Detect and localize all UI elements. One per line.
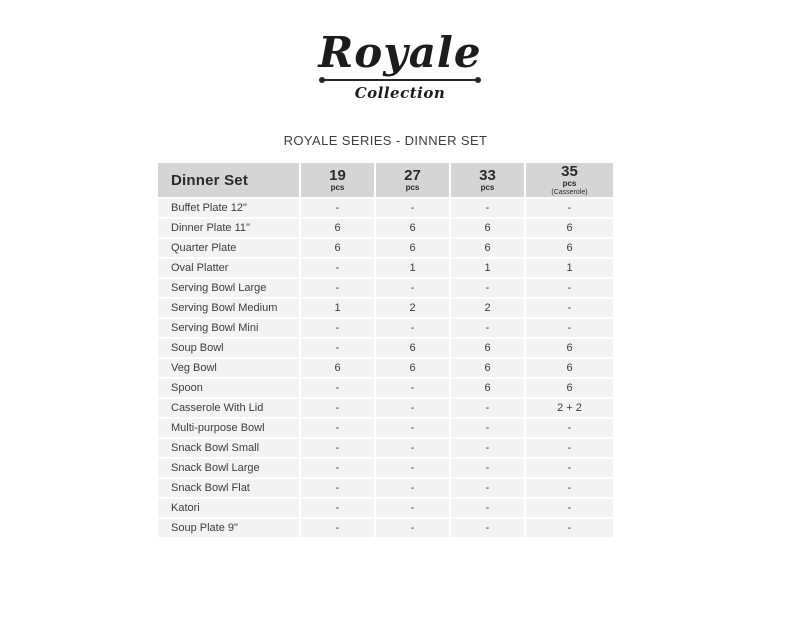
value-cell: - — [301, 399, 374, 417]
table-row — [158, 299, 613, 317]
value-cell: - — [376, 419, 449, 437]
table-row — [158, 339, 613, 357]
table-row — [158, 399, 613, 417]
value-cell: - — [451, 439, 524, 457]
row-label-cell: Serving Bowl Mini — [158, 319, 299, 337]
value-cell: 6 — [451, 379, 524, 397]
brand-logo — [0, 30, 800, 102]
value-cell: 6 — [526, 219, 613, 237]
header-count: 35 — [561, 163, 578, 180]
header-count-cell — [451, 163, 524, 197]
row-label-cell: Spoon — [158, 379, 299, 397]
value-cell: - — [376, 379, 449, 397]
value-cell: 6 — [526, 339, 613, 357]
value-cell: - — [451, 199, 524, 217]
row-label-cell: Serving Bowl Medium — [158, 299, 299, 317]
brand-name: Royale — [318, 28, 482, 77]
brand-subtitle: Collection — [354, 84, 446, 103]
row-label-cell: Snack Bowl Flat — [158, 479, 299, 497]
value-cell: - — [451, 499, 524, 517]
value-cell: - — [301, 419, 374, 437]
header-label-cell: Dinner Set — [158, 163, 299, 197]
table-row — [158, 459, 613, 477]
value-cell: 1 — [526, 259, 613, 277]
value-cell: 6 — [526, 239, 613, 257]
value-cell: - — [526, 499, 613, 517]
row-label-cell: Veg Bowl — [158, 359, 299, 377]
row-label-cell: Casserole With Lid — [158, 399, 299, 417]
header-count: 33 — [479, 166, 496, 184]
value-cell: 1 — [451, 259, 524, 277]
value-cell: 6 — [376, 339, 449, 357]
series-heading: ROYALE SERIES - DINNER SET — [283, 133, 488, 148]
table-row — [158, 379, 613, 397]
value-cell: - — [301, 439, 374, 457]
value-cell: 6 — [301, 239, 374, 257]
value-cell: - — [301, 279, 374, 297]
value-cell: 2 — [451, 299, 524, 317]
value-cell: - — [526, 199, 613, 217]
table-row — [158, 239, 613, 257]
value-cell: 2 + 2 — [526, 399, 613, 417]
row-label-cell: Dinner Plate 11" — [158, 219, 299, 237]
value-cell: - — [376, 319, 449, 337]
value-cell: - — [301, 259, 374, 277]
value-cell: - — [301, 379, 374, 397]
header-count-cell — [301, 163, 374, 197]
table-row — [158, 419, 613, 437]
value-cell: - — [376, 279, 449, 297]
value-cell: - — [526, 299, 613, 317]
value-cell: - — [376, 199, 449, 217]
value-cell: 6 — [451, 359, 524, 377]
value-cell: 2 — [376, 299, 449, 317]
dinner-set-table — [158, 163, 613, 537]
table-header-row — [158, 163, 613, 197]
value-cell: - — [301, 499, 374, 517]
value-cell: 1 — [376, 259, 449, 277]
header-unit: pcs — [562, 179, 577, 188]
value-cell: - — [301, 459, 374, 477]
value-cell: 6 — [451, 219, 524, 237]
value-cell: - — [376, 479, 449, 497]
value-cell: - — [451, 459, 524, 477]
table-row — [158, 359, 613, 377]
value-cell: 6 — [526, 379, 613, 397]
value-cell: - — [451, 279, 524, 297]
header-count: 19 — [329, 166, 346, 184]
value-cell: - — [376, 459, 449, 477]
row-label-cell: Soup Plate 9" — [158, 519, 299, 537]
value-cell: - — [301, 479, 374, 497]
table-row — [158, 439, 613, 457]
header-note: (Casserole) — [551, 189, 588, 196]
header-count-cell — [376, 163, 449, 197]
row-label-cell: Snack Bowl Small — [158, 439, 299, 457]
value-cell: - — [301, 319, 374, 337]
value-cell: 6 — [451, 239, 524, 257]
value-cell: - — [301, 339, 374, 357]
value-cell: - — [526, 479, 613, 497]
row-label-cell: Snack Bowl Large — [158, 459, 299, 477]
value-cell: - — [451, 519, 524, 537]
value-cell: - — [376, 519, 449, 537]
row-label-cell: Serving Bowl Large — [158, 279, 299, 297]
value-cell: - — [451, 479, 524, 497]
table-row — [158, 279, 613, 297]
table-row — [158, 519, 613, 537]
value-cell: - — [376, 499, 449, 517]
value-cell: - — [301, 519, 374, 537]
row-label-cell: Quarter Plate — [158, 239, 299, 257]
value-cell: - — [526, 319, 613, 337]
header-unit: pcs — [480, 182, 495, 192]
value-cell: 1 — [301, 299, 374, 317]
value-cell: - — [376, 399, 449, 417]
value-cell: - — [526, 439, 613, 457]
header-count-cell — [526, 163, 613, 197]
table-row — [158, 219, 613, 237]
table-row — [158, 259, 613, 277]
value-cell: 6 — [376, 219, 449, 237]
value-cell: 6 — [376, 239, 449, 257]
table-row — [158, 479, 613, 497]
value-cell: - — [451, 419, 524, 437]
value-cell: - — [451, 399, 524, 417]
value-cell: - — [301, 199, 374, 217]
value-cell: 6 — [526, 359, 613, 377]
value-cell: - — [451, 319, 524, 337]
value-cell: 6 — [376, 359, 449, 377]
value-cell: 6 — [451, 339, 524, 357]
logo-divider — [322, 79, 478, 81]
header-unit: pcs — [405, 182, 420, 192]
table-row — [158, 199, 613, 217]
value-cell: - — [526, 519, 613, 537]
row-label-cell: Katori — [158, 499, 299, 517]
value-cell: - — [526, 279, 613, 297]
row-label-cell: Soup Bowl — [158, 339, 299, 357]
header-count: 27 — [404, 166, 421, 184]
value-cell: 6 — [301, 359, 374, 377]
value-cell: 6 — [301, 219, 374, 237]
row-label-cell: Oval Platter — [158, 259, 299, 277]
value-cell: - — [526, 419, 613, 437]
row-label-cell: Multi-purpose Bowl — [158, 419, 299, 437]
header-unit: pcs — [330, 182, 345, 192]
value-cell: - — [526, 459, 613, 477]
row-label-cell: Buffet Plate 12" — [158, 199, 299, 217]
table-row — [158, 319, 613, 337]
table-row — [158, 499, 613, 517]
value-cell: - — [376, 439, 449, 457]
